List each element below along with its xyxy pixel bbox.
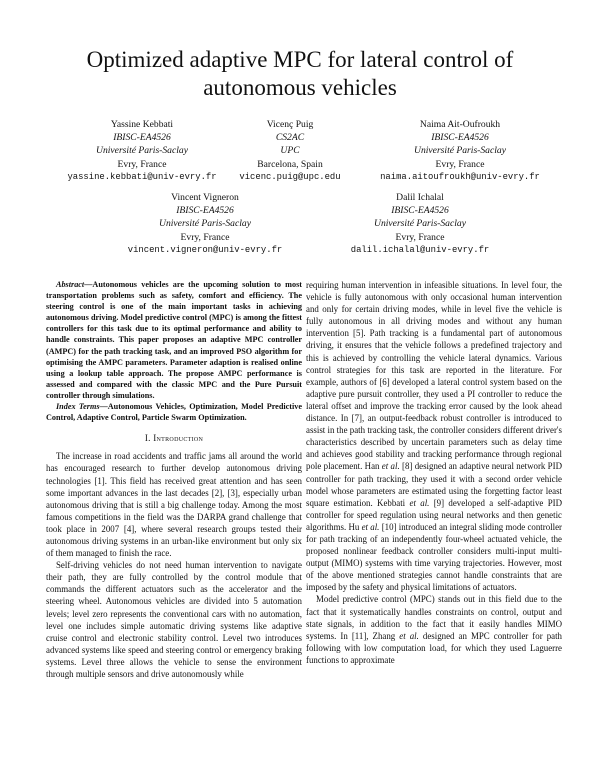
index-terms-label: Index Terms <box>56 402 100 412</box>
section-title: Introduction <box>153 433 204 444</box>
author-name: Vincent Vigneron <box>171 192 239 203</box>
text-run: requiring human intervention in infeasible situations. In level four, the vehicle is fully autonomous with only occasional human intervention and only for certain driving modes, while in level five the vehicle is fully autonomous in all driving modes and without any human intervention [5]. Path tracking is a fundamental part of autonomous driving, it ensures that the vehicle follows a predefined trajectory and this is achieved by controlling the vehicle lateral dynamics. Various control strategies for this task are reported in the literature. For example, authors of [6] developed a lateral control system based on the adaptive pure pursuit controller, they used a PI controller to reduce the lateral offset and improve the tracking error caused by the look ahead distance. In [7], an output-feedback robust controller is introduced to assist in the path tracking task, the controller considers different driver's characteristics described by uncertain parameters such as delay time and achieves good stability and tracking performance through regional pole placement. Han <box>306 280 562 472</box>
author-name: Yassine Kebbati <box>110 119 174 130</box>
abstract-label: Abstract <box>56 280 85 289</box>
title-line-1: Optimized adaptive MPC for lateral control of <box>86 47 514 72</box>
abstract-text: —Autonomous vehicles are the upcoming solution to most transportation problems such as safety, comfort and efficiency. The steering control is one of the main important tasks in achieving autonomous driving. Model predictive control (MPC) is among the fittest controllers for this task due to its optimal performance and ability to handle constraints. This paper proposes an adaptive MPC controller (AMPC) for the path tracking task, and an improved PSO algorithm for optimising the AMPC parameters. Parameter adaption is realised online using a lookup table approach. The propose AMPC performance is assessed and compared with the classic MPC and the Pure Pursuit controller through simulations. <box>46 280 302 400</box>
right-paragraph-2 <box>306 593 562 666</box>
text-run: [9] developed a self-adaptive PID controller for speed regulation using neural networks and then genetic algorithms. Hu <box>306 497 563 532</box>
author-affiliation: IBISC-EA4526 <box>113 132 171 144</box>
left-column <box>46 279 302 680</box>
author-name: Naima Ait-Oufroukh <box>419 119 501 130</box>
author-affiliation: IBISC-EA4526 <box>431 132 489 144</box>
author-university: Université Paris-Saclay <box>374 218 466 230</box>
index-terms-text: —Autonomous Vehicles, Optimization, Model Predictive Control, Adaptive Control, Particle Swarm Optimization. <box>46 402 303 423</box>
author-name: Dalil Ichalal <box>396 192 444 203</box>
author-location: Evry, France <box>180 231 230 243</box>
author-affiliation: IBISC-EA4526 <box>391 205 449 217</box>
author-email[interactable]: yassine.kebbati@univ-evry.fr <box>67 171 217 182</box>
intro-paragraph-2: Self-driving vehicles do not need human intervention to navigate their path, they are fully controlled by the control module that commands the different actuators such as the accelerator and the steering wheel. Autonomous vehicles are divided into 5 automation levels; level zero represents the conventional cars with no automation, level one includes simple automatic driving systems like adaptive cruise control and electronic stability control. Level two introduces advanced systems like speed and steering control or emergency braking systems. Level three allows the vehicle to sense the environment through multiple sensors and drive autonomously while <box>46 560 302 679</box>
index-terms <box>46 401 302 423</box>
author-block-4 <box>100 191 310 257</box>
author-name: Vicenç Puig <box>266 119 314 130</box>
intro-paragraph-1: The increase in road accidents and traffic jams all around the world has encouraged research to further develop autonomous driving technologies [1]. This field has received great attention and has seen some important advances in the last decades [2], [3], especially urban autonomous driving that is still a big challenge today. Among the most famous competitions in the field was the DARPA grand challenge that took place in 2007 [4], where several research groups tested their autonomous driving systems in an urban-like environment but only six of them managed to finish the race. <box>46 451 302 559</box>
author-block-3 <box>356 118 564 184</box>
text-run: designed an MPC controller for path following with low computation load, for which they used Laguerre functions to approximate <box>306 630 562 665</box>
abstract <box>46 279 302 401</box>
author-location: Barcelona, Spain <box>257 158 323 170</box>
author-affiliation: CS2AC <box>275 132 305 144</box>
text-run: Model predictive control (MPC) stands out in this field due to the fact that it systematically handles constraints on control, output and state signals, in addition to the fact that it easily handles MIMO systems. In [11], Zhang <box>306 594 562 641</box>
author-email[interactable]: dalil.ichalal@univ-evry.fr <box>350 244 490 255</box>
section-number: I. <box>144 433 151 444</box>
right-column <box>306 279 562 666</box>
author-location: Evry, France <box>435 158 485 170</box>
author-email[interactable]: vincent.vigneron@univ-evry.fr <box>127 244 283 255</box>
author-location: Evry, France <box>395 231 445 243</box>
author-affiliation: IBISC-EA4526 <box>176 205 234 217</box>
title-line-2: autonomous vehicles <box>203 75 397 100</box>
author-email[interactable]: naima.aitoufroukh@univ-evry.fr <box>380 171 540 182</box>
author-university: Université Paris-Saclay <box>414 145 506 157</box>
text-run-italic: et al. <box>399 630 419 641</box>
author-location: Evry, France <box>117 158 167 170</box>
author-university: Université Paris-Saclay <box>159 218 251 230</box>
text-run-italic: et al. <box>361 521 380 532</box>
author-university: Université Paris-Saclay <box>96 145 188 157</box>
author-block-1 <box>52 118 232 184</box>
paper-title <box>0 46 600 102</box>
author-university: UPC <box>280 145 300 157</box>
right-paragraph-1 <box>306 279 562 593</box>
text-run-italic: et al. <box>409 497 430 508</box>
text-run: [10] introduced an integral sliding mode controller for path tracking of an independently four-wheel actuated vehicle, the proposed nonlinear feedback controller considers multi-input multi-output (MIMO) systems with time varying trajectories. However, most of the above mentioned strategies cannot handle constraints that are imposed by the safety and physical limitations of actuators. <box>306 521 562 593</box>
author-block-2 <box>228 118 352 184</box>
text-run: [8] designed an adaptive neural network PID controller for path tracking, they used it with a second order vehicle model whose parameters are estimated using the forgetting factor least square estimation. Kebbati <box>306 461 562 508</box>
section-heading-introduction <box>46 432 302 444</box>
author-block-5 <box>322 191 518 257</box>
author-email[interactable]: vicenc.puig@upc.edu <box>239 171 341 182</box>
text-run-italic: et al. <box>381 461 400 472</box>
